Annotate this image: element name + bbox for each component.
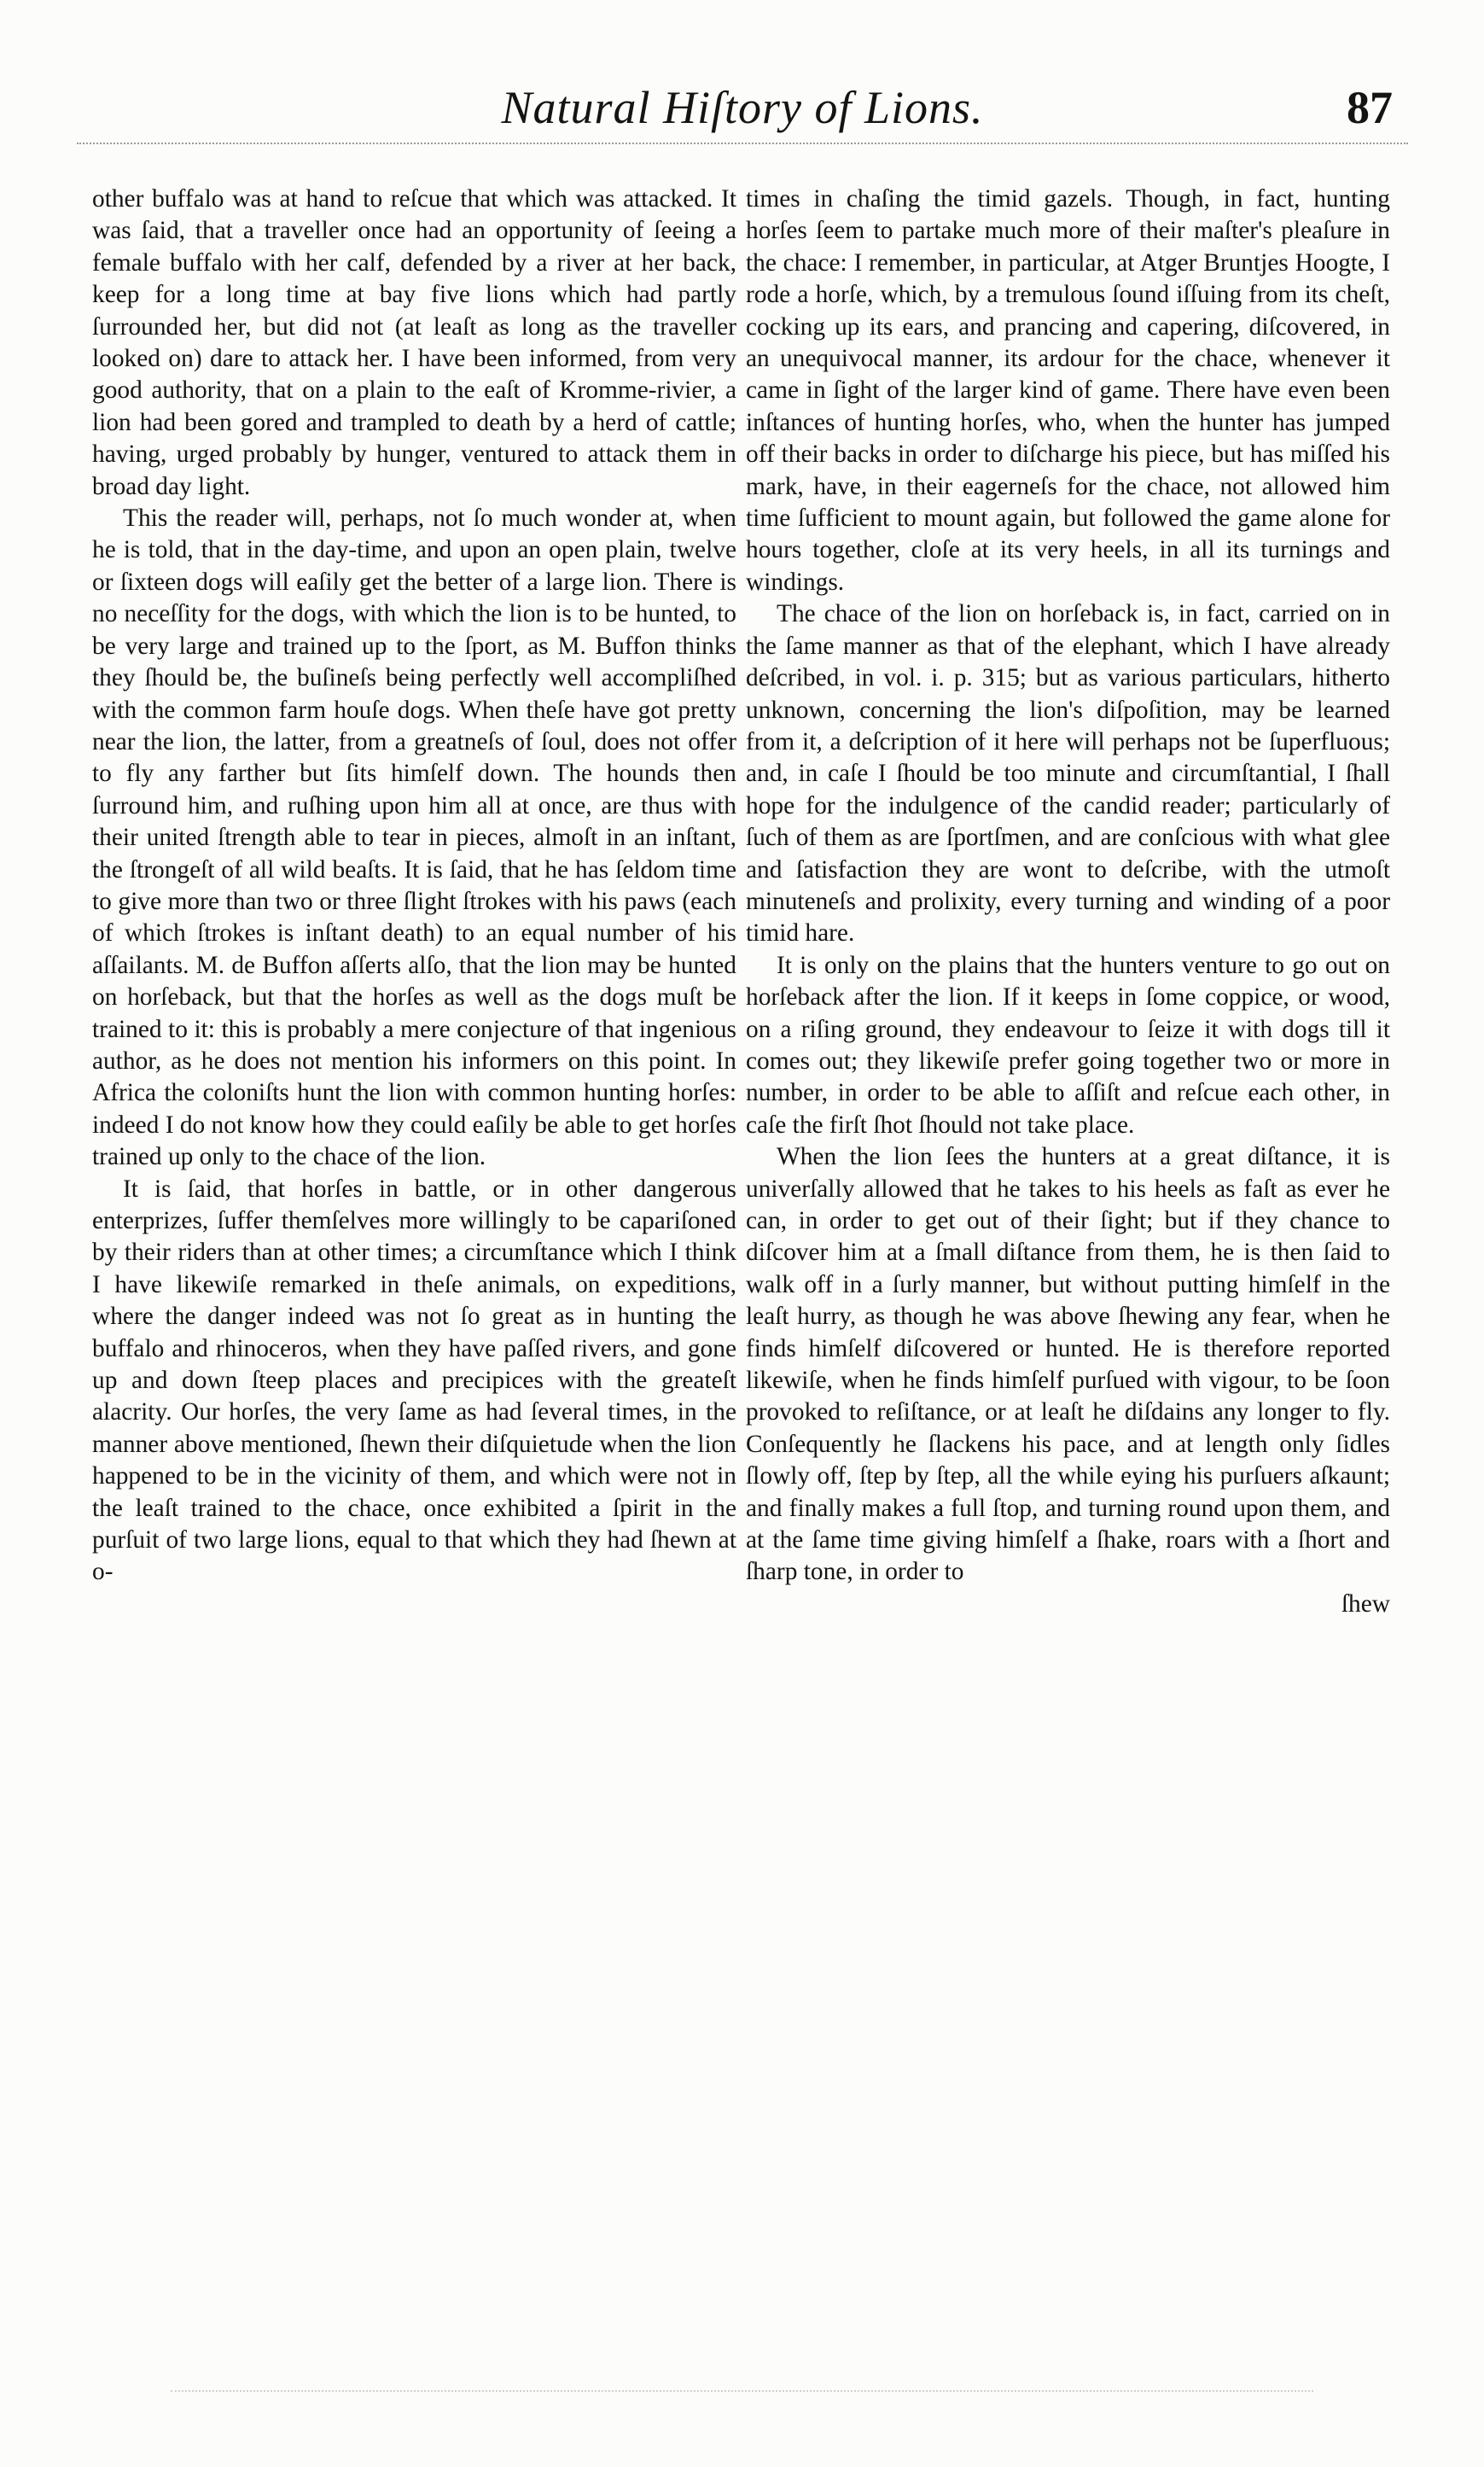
running-title: Natural Hiſtory of Lions. <box>501 82 984 133</box>
left-column <box>92 184 736 1589</box>
paragraph: other buffalo was at hand to reſcue that which was attacked. It was ſaid, that a traveller once had an opportunity of ſeeing a female buffalo with her calf, defended by a river at her back, keep for a long time at bay five lions which had partly ſurrounded her, but did not (at leaſt as long as the traveller looked on) dare to attack her. I have been informed, from very good authority, that on a plain to the eaſt of Kromme-rivier, a lion had been gored and trampled to death by a herd of cattle; having, urged probably by hunger, ventured to attack them in broad day light. <box>92 185 736 500</box>
paragraph: The chace of the lion on horſeback is, in fact, carried on in the ſame manner as that of the elephant, which I have already deſcribed, in vol. i. p. 315; but as various particulars, hitherto unknown, concerning the lion's diſpoſition, may be learned from it, a deſcription of it here will perhaps not be ſuperfluous; and, in caſe I ſhould be too minute and circumſtantial, I ſhall hope for the indulgence of the candid reader; particularly of ſuch of them as are ſportſmen, and are conſcious with what glee and ſatisfaction they are wont to deſcribe, with the utmoſt minuteneſs and prolixity, every turning and winding of a poor timid hare. <box>746 600 1390 948</box>
header-rule <box>77 143 1408 144</box>
right-column <box>746 184 1390 1620</box>
catchword: ſhew <box>1341 1589 1390 1618</box>
page-number: 87 <box>1347 82 1393 133</box>
paragraph: times in chaſing the timid gazels. Though, in fact, hunting horſes ſeem to partake much more of their maſter's pleaſure in the chace: I remember, in particular, at Atger Bruntjes Hoogte, I rode a horſe, which, by a tremulous ſound iſſuing from its cheſt, cocking up its ears, and prancing and capering, diſcovered, in an unequivocal manner, its ardour for the chace, whenever it came in ſight of the larger kind of game. There have even been inſtances of hunting horſes, who, when the hunter has jumped off their backs in order to diſcharge his piece, but has miſſed his mark, have, in their eagerneſs for the chace, not allowed him time ſufficient to mount again, but followed the game alone for hours together, cloſe at its very heels, in all its turnings and windings. <box>746 185 1390 596</box>
paragraph: It is only on the plains that the hunters venture to go out on horſeback after the lion. If it keeps in ſome coppice, or wood, on a riſing ground, they endeavour to ſeize it with dogs till it comes out; they likewiſe prefer going together two or more in number, in order to be able to aſſiſt and reſcue each other, in caſe the firſt ſhot ſhould not take place. <box>746 951 1390 1139</box>
page-header <box>77 81 1408 149</box>
paragraph: This the reader will, perhaps, not ſo much wonder at, when he is told, that in the day-time, and upon an open plain, twelve or ſixteen dogs will eaſily get the better of a large lion. There is no neceſſity for the dogs, with which the lion is to be hunted, to be very large and trained up to the ſport, as M. Buffon thinks they ſhould be, the buſineſs being perfectly well accompliſhed with the common farm houſe dogs. When theſe have got pretty near the lion, the latter, from a greatneſs of ſoul, does not offer to fly any farther but ſits himſelf down. The hounds then ſurround him, and ruſhing upon him all at once, are thus with their united ſtrength able to tear in pieces, almoſt in an inſtant, the ſtrongeſt of all wild beaſts. It is ſaid, that he has ſeldom time to give more than two or three ſlight ſtrokes with his paws (each of which ſtrokes is inſtant death) to an equal number of his aſſailants. M. de Buffon aſſerts alſo, that the lion may be hunted on horſeback, but that the horſes as well as the dogs muſt be trained to it: this is probably a mere conjecture of that ingenious author, as he does not mention his informers on this point. In Africa the coloniſts hunt the lion with common hunting horſes: indeed I do not know how they could eaſily be able to get horſes trained up only to the chace of the lion. <box>92 504 736 1171</box>
paragraph: It is ſaid, that horſes in battle, or in other dangerous enterprizes, ſuffer themſelves more willingly to be capariſoned by their riders than at other times; a circumſtance which I think I have likewiſe remarked in theſe animals, on expeditions, where the danger indeed was not ſo great as in hunting the buffalo and rhinoceros, when they have paſſed rivers, and gone up and down ſteep places and precipices with the greateſt alacrity. Our horſes, the very ſame as had ſeveral times, in the manner above mentioned, ſhewn their diſquietude when the lion happened to be in the vicinity of them, and which were not in the leaſt trained to the chace, once exhibited a ſpirit in the purſuit of two large lions, equal to that which they had ſhewn at o- <box>92 1175 736 1586</box>
bottom-edge-specks <box>171 2390 1313 2392</box>
paragraph: When the lion ſees the hunters at a great diſtance, it is univerſally allowed that he takes to his heels as faſt as ever he can, in order to get out of their ſight; but if they chance to diſcover him at a ſmall diſtance from them, he is then ſaid to walk off in a ſurly manner, but without putting himſelf in the leaſt hurry, as though he was above ſhewing any fear, when he finds himſelf diſcovered or hunted. He is therefore reported likewiſe, when he finds himſelf purſued with vigour, to be ſoon provoked to reſiſtance, or at leaſt he diſdains any longer to fly. Conſequently he ſlackens his pace, and at length only ſidles ſlowly off, ſtep by ſtep, all the while eying his purſuers aſkaunt; and finally makes a full ſtop, and turning round upon them, and at the ſame time giving himſelf a ſhake, roars with a ſhort and ſharp tone, in order to <box>746 1143 1390 1586</box>
